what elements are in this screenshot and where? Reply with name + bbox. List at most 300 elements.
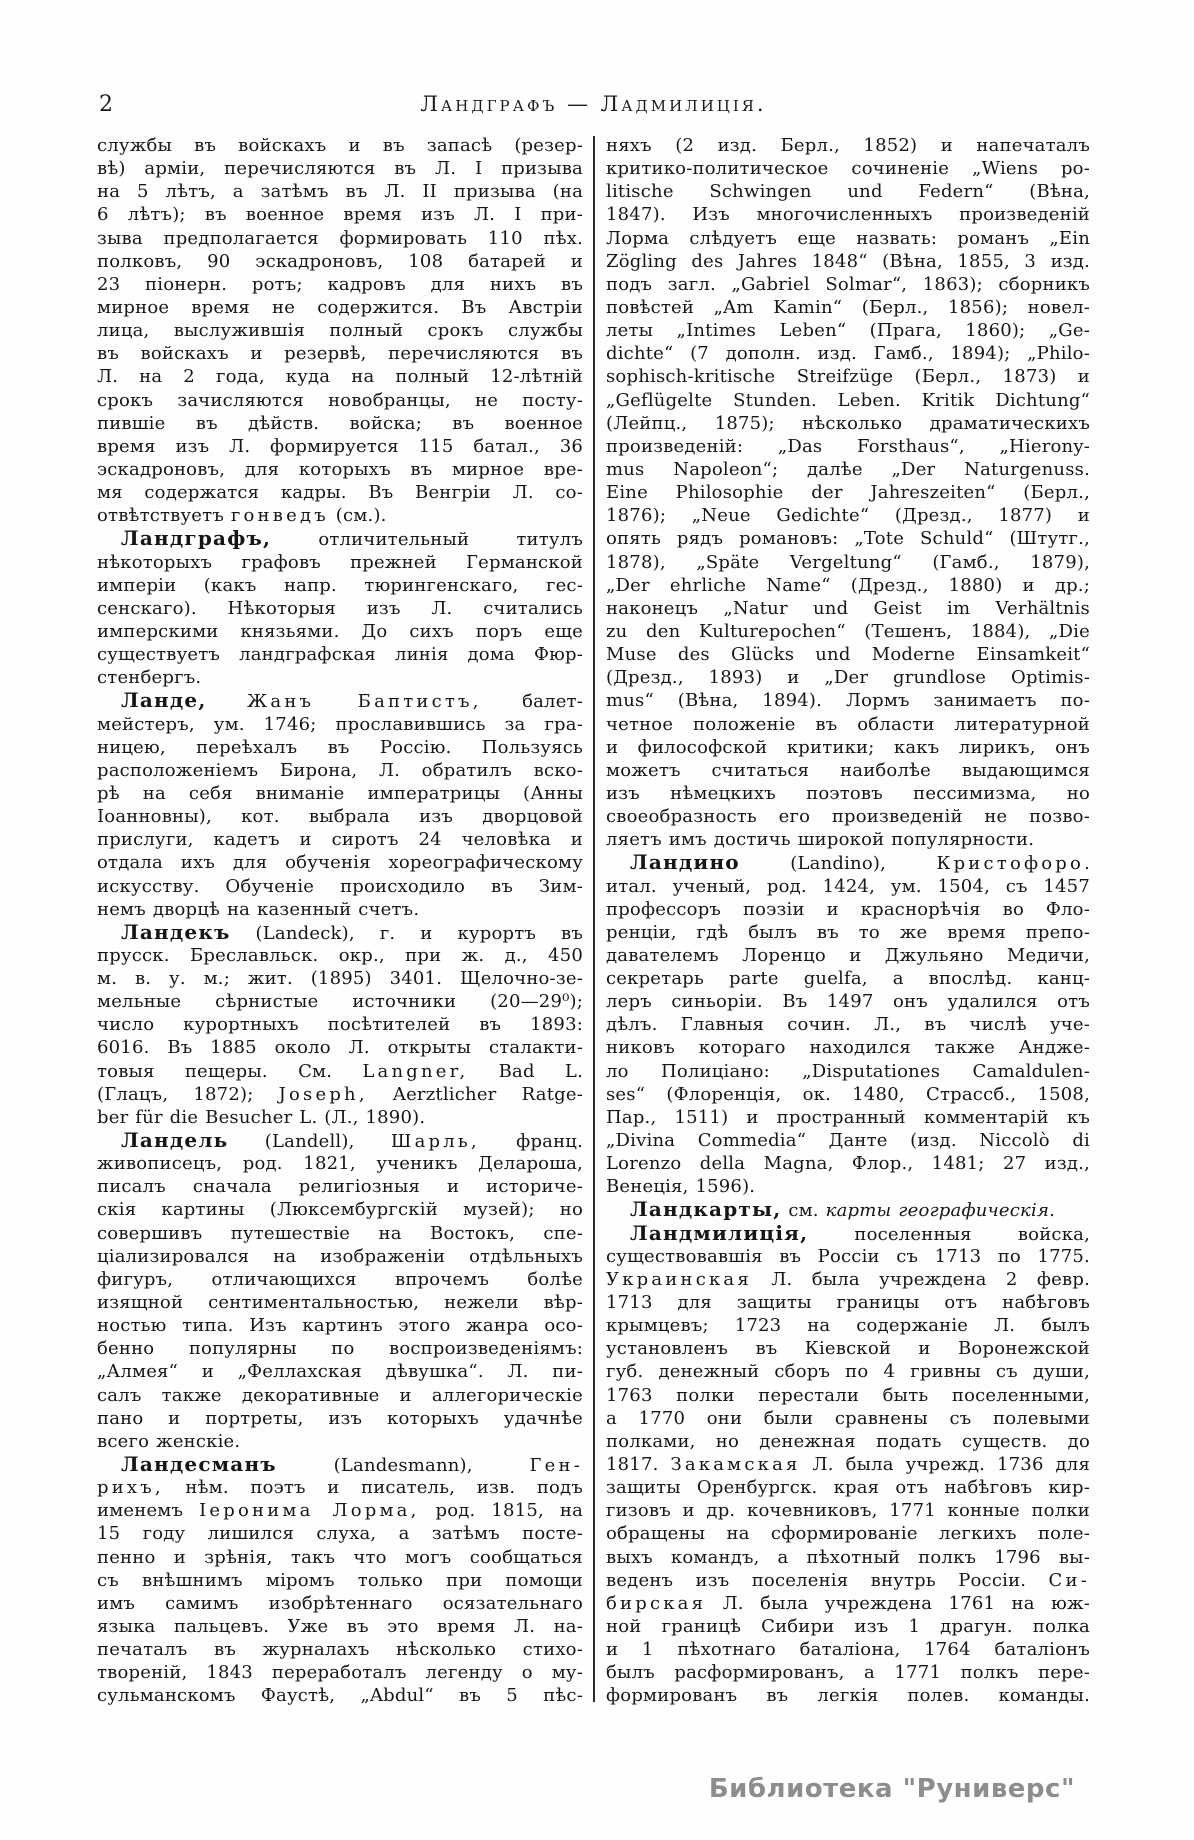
- body-text: Bad L.: [468, 1060, 583, 1082]
- text-line: [606, 389, 1090, 412]
- text-line: [606, 1522, 1090, 1545]
- text-line: [606, 227, 1090, 250]
- text-line: [606, 1083, 1090, 1106]
- entry-headword: Ландекъ: [121, 920, 231, 944]
- body-text: ціализировался на изображеніи отдѣльныхъ: [97, 1245, 583, 1267]
- body-text: ной границѣ Сибири изъ 1 драгун. полка: [606, 1616, 1090, 1637]
- text-line: [606, 597, 1090, 620]
- body-text: ностью типа. Изъ картинъ этого жанра осо-: [97, 1315, 583, 1337]
- text-line: [97, 805, 583, 828]
- body-text: няхъ (2 изд. Берл., 1852) и напечаталъ: [606, 135, 1090, 156]
- body-text: леръ синьоріи. Въ 1497 онъ удалился отъ: [606, 991, 1090, 1013]
- body-text: mus Napoleon“; далѣе „Der Naturgenuss.: [606, 458, 1090, 480]
- emphasized-spaced-text: гонведъ: [230, 505, 329, 527]
- text-line: [97, 1083, 583, 1106]
- emphasized-spaced-text: бирская: [606, 1592, 707, 1614]
- text-line: [606, 620, 1090, 643]
- left-column: [97, 134, 583, 1708]
- body-text: 23 піонерн. ротъ; кадровъ для нихъ въ: [97, 273, 583, 295]
- body-text: мирное время не содержится. Въ Австріи: [97, 296, 583, 318]
- text-line: [606, 736, 1090, 759]
- body-text: балет-: [481, 691, 583, 713]
- body-text: нѣм. поэтъ и писатель, изв. подъ: [163, 1477, 583, 1499]
- body-text: четное положеніе въ области литературной: [606, 713, 1090, 735]
- body-text: писалъ сначала религіозныя и историче-: [97, 1176, 583, 1198]
- body-text: Л. на 2 года, куда на полный 12-лѣтній: [97, 366, 583, 388]
- body-text: sophisch-kritische Streifzüge (Берл., 1873) и: [606, 366, 1090, 388]
- text-line: [97, 1546, 583, 1569]
- body-text: ренціи, гдѣ былъ въ то же время препо-: [606, 921, 1090, 943]
- body-text: изящной сентиментальностью, нежели вѣр-: [97, 1292, 583, 1314]
- text-line: [97, 944, 583, 967]
- body-text: Л. была учреждена 2 февр.: [751, 1268, 1090, 1290]
- text-line: [606, 1036, 1090, 1059]
- text-line: [606, 435, 1090, 458]
- body-text: пано и портреты, изъ которыхъ удачнѣе: [97, 1407, 583, 1429]
- text-line: [606, 944, 1090, 967]
- text-line: [606, 1546, 1090, 1569]
- body-text: (см.).: [328, 505, 387, 527]
- body-text: полковъ, 90 эскадроновъ, 108 батарей и: [97, 250, 583, 272]
- body-text: леты „Intimes Leben“ (Прага, 1860); „Ge-: [606, 320, 1090, 342]
- body-text: эскадроновъ, для которыхъ въ мирное вре-: [97, 458, 583, 480]
- body-text: и философской критики; какъ лирикъ, онъ: [606, 736, 1090, 758]
- emphasized-spaced-text: Жанъ Баптистъ,: [247, 691, 482, 713]
- body-text: [207, 691, 247, 712]
- text-line: [97, 458, 583, 481]
- text-line: [606, 1222, 1090, 1245]
- text-line: [97, 1198, 583, 1221]
- body-text: критико-политическое сочиненіе „Wiens po-: [606, 158, 1090, 180]
- text-line: [606, 666, 1090, 689]
- text-line: [606, 527, 1090, 550]
- text-line: [606, 1384, 1090, 1407]
- body-text: „Der ehrliche Name“ (Дрезд., 1880) и др.;: [606, 574, 1090, 596]
- text-line: [97, 250, 583, 273]
- text-line: [606, 713, 1090, 736]
- text-line: [97, 967, 583, 990]
- body-text: формированъ въ легкія полев. команды.: [606, 1685, 1090, 1707]
- body-text: лица, выслужившія полный срокъ службы: [97, 320, 583, 342]
- body-text: Zögling des Jahres 1848“ (Вѣна, 1855, 3 изд.: [606, 250, 1090, 272]
- body-text: крымцевъ; 1723 на содержаніе Л. былъ: [606, 1315, 1090, 1337]
- body-text: именемъ: [97, 1500, 200, 1522]
- text-line: [606, 1407, 1090, 1430]
- emphasized-spaced-text: Langner,: [362, 1060, 469, 1082]
- text-line: [97, 1245, 583, 1268]
- body-text: Eine Philosophie der Jahreszeiten“ (Берл.,: [606, 482, 1090, 504]
- text-line: [606, 365, 1090, 388]
- text-line: [97, 1615, 583, 1638]
- column-divider-rule: [593, 136, 595, 1702]
- text-line: [606, 1615, 1090, 1638]
- text-line: [97, 1476, 583, 1499]
- text-line: [606, 180, 1090, 203]
- body-text: имъ самимъ изобрѣтеннаго осязательнаго: [97, 1592, 583, 1614]
- emphasized-spaced-text: Іеронима Лорма,: [199, 1500, 420, 1522]
- body-text: 6016. Въ 1885 около Л. открыты сталакти-: [97, 1037, 583, 1059]
- text-line: [97, 157, 583, 180]
- body-text: въ войскахъ и резервѣ, перечисляются въ: [97, 343, 583, 365]
- text-line: [97, 643, 583, 666]
- text-line: [606, 805, 1090, 828]
- body-text: мельные сѣрнистые источники (20—29⁰);: [97, 991, 583, 1013]
- body-text: печаталъ въ журналахъ нѣсколько стихо-: [97, 1639, 583, 1661]
- body-text: 1878), „Späte Vergeltung“ (Гамб., 1879),: [606, 551, 1090, 573]
- body-text: (Дрезд., 1893) и „Der grundlose Optimis-: [606, 667, 1090, 689]
- body-text: стенбергъ.: [97, 667, 202, 689]
- text-line: [97, 435, 583, 458]
- entry-headword: Ландмилиція,: [630, 1221, 809, 1245]
- body-text: число курортныхъ посѣтителей въ 1893:: [97, 1014, 583, 1036]
- body-text: отдала ихъ для обученія хореографическому: [97, 852, 583, 874]
- text-line: [606, 921, 1090, 944]
- text-line: [606, 1291, 1090, 1314]
- text-line: [97, 1036, 583, 1059]
- text-line: [97, 1129, 583, 1152]
- body-text: прусск. Бреславльск. окр., при ж. д., 450: [97, 944, 583, 966]
- body-text: имперіи (какъ напр. тюрингенскаго, гес-: [97, 574, 583, 596]
- entry-headword: Ландесманъ: [121, 1453, 277, 1477]
- text-line: [606, 967, 1090, 990]
- body-text: zu den Kulturepochen“ (Тешенъ, 1884), „Die: [606, 620, 1090, 642]
- body-text: „Алмея“ и „Феллахская дѣвушка“. Л. пи-: [97, 1361, 583, 1383]
- body-text: 6 лѣтъ); въ военное время изъ Л. I при-: [97, 204, 583, 226]
- text-line: [606, 1499, 1090, 1522]
- body-text: дѣлъ. Главныя сочин. Л., въ числѣ уче-: [606, 1014, 1090, 1036]
- text-line: [606, 689, 1090, 712]
- body-text: рѣ на себя вниманіе императрицы (Анны: [97, 782, 583, 804]
- body-text: своеобразность его произведеній не позво-: [606, 806, 1090, 828]
- text-line: [606, 1476, 1090, 1499]
- text-line: [97, 574, 583, 597]
- body-text: Л. была учрежд. 1736 для: [800, 1454, 1090, 1476]
- text-line: [97, 412, 583, 435]
- body-text: см.: [781, 1200, 826, 1222]
- body-text: ницею, переѣхалъ въ Россію. Пользуясь: [97, 736, 583, 758]
- text-line: [606, 1268, 1090, 1291]
- text-line: [606, 759, 1090, 782]
- text-line: [606, 1314, 1090, 1337]
- body-text: 1763 полки перестали быть поселенными,: [606, 1384, 1090, 1406]
- body-text: Aerztlicher Ratge-: [367, 1083, 583, 1105]
- body-text: пенно и зрѣнія, такъ что могъ сообщаться: [97, 1546, 583, 1568]
- text-line: [97, 736, 583, 759]
- text-line: [97, 620, 583, 643]
- body-text: секретарь parte guelfa, а впослѣд. канц-: [606, 968, 1090, 990]
- body-text: .: [1084, 853, 1090, 875]
- body-text: (Глацъ, 1872);: [97, 1083, 279, 1105]
- text-line: [97, 365, 583, 388]
- body-text: Пар., 1511) и пространный комментарій къ: [606, 1106, 1090, 1128]
- body-text: всего женскіе.: [97, 1430, 241, 1452]
- body-text: (Landesmann),: [276, 1455, 530, 1477]
- text-line: [97, 273, 583, 296]
- text-line: [97, 1013, 583, 1036]
- body-text: на 5 лѣтъ, а затѣмъ въ Л. II призыва (на: [97, 181, 583, 203]
- text-line: [97, 1314, 583, 1337]
- body-text: защиты Оренбургск. края отъ набѣговъ кир-: [606, 1477, 1090, 1499]
- text-line: [97, 1337, 583, 1360]
- text-line: [606, 990, 1090, 1013]
- body-text: обращены на сформированіе легкихъ поле-: [606, 1523, 1090, 1545]
- body-text: м. в. у. м.; жит. (1895) 3401. Щелочно-зе-: [97, 968, 583, 990]
- text-line: [97, 1453, 583, 1476]
- body-text: существовавшія въ Россіи съ 1713 по 1775.: [606, 1245, 1090, 1267]
- body-text: прислуги, кадетъ и сиротъ 24 человѣка и: [97, 829, 583, 851]
- body-text: 1817.: [606, 1454, 671, 1476]
- text-line: [97, 1569, 583, 1592]
- body-text: съ внѣшнимъ міромъ только при помощи: [97, 1569, 583, 1591]
- text-line: [606, 1013, 1090, 1036]
- body-text: скія картины (Люксембургскій музей); но: [97, 1199, 583, 1221]
- body-text: ло Полиціано: „Disputationes Camaldulen-: [606, 1060, 1090, 1082]
- text-line: [606, 250, 1090, 273]
- text-line: [97, 389, 583, 412]
- body-text: твореній, 1843 переработалъ легенду о му-: [97, 1662, 583, 1684]
- body-text: наконецъ „Natur und Geist im Verhältnis: [606, 597, 1090, 619]
- emphasized-spaced-text: Си-: [1048, 1569, 1090, 1591]
- body-text: подъ загл. „Gabriel Solmar“, 1863); сборникъ: [606, 273, 1090, 295]
- text-line: [97, 1499, 583, 1522]
- text-line: [606, 1592, 1090, 1615]
- text-line: [606, 1198, 1090, 1221]
- emphasized-spaced-text: Закамская: [670, 1454, 801, 1476]
- text-line: [97, 481, 583, 504]
- text-line: [97, 180, 583, 203]
- body-text: губ. денежный сборъ по 4 гривны съ души,: [606, 1361, 1090, 1383]
- emphasized-spaced-text: Ген-: [529, 1455, 583, 1477]
- text-line: [606, 1684, 1090, 1707]
- text-line: [97, 875, 583, 898]
- text-line: [97, 1384, 583, 1407]
- page-number: 2: [99, 92, 113, 117]
- body-text: mus“ (Вѣна, 1894). Лормъ занимаетъ по-: [606, 690, 1090, 712]
- body-text: Венеція, 1596).: [606, 1176, 756, 1198]
- body-text: 15 году лишился слуха, а затѣмъ посте-: [97, 1523, 583, 1545]
- entry-headword: Ландель: [121, 1129, 229, 1153]
- text-line: [606, 551, 1090, 574]
- text-line: [606, 643, 1090, 666]
- text-line: [97, 551, 583, 574]
- body-text: и 1 пѣхотнаго баталіона, 1764 баталіонъ: [606, 1639, 1090, 1661]
- body-text: давателемъ Лоренцо и Джульяно Медичи,: [606, 944, 1090, 966]
- body-text: можетъ считаться наиболѣе выдающимся: [606, 759, 1090, 781]
- body-text: повѣстей „Am Kamin“ (Берл., 1856); новел-: [606, 296, 1090, 318]
- text-line: [97, 898, 583, 921]
- body-text: (Landeck), г. и курортъ въ: [230, 922, 583, 944]
- text-line: [606, 1245, 1090, 1268]
- text-line: [97, 1152, 583, 1175]
- cross-reference-italic: карты географическія.: [825, 1200, 1056, 1222]
- text-line: [97, 597, 583, 620]
- text-line: [97, 990, 583, 1013]
- body-text: ses“ (Флоренція, ок. 1480, Страссб., 1508,: [606, 1083, 1090, 1105]
- entry-headword: Ландино: [630, 851, 740, 875]
- body-text: вѣ) арміи, перечисляются въ Л. I призыва: [97, 158, 583, 180]
- body-text: Muse des Glücks und Moderne Einsamkeit“: [606, 644, 1090, 666]
- body-text: 1847). Изъ многочисленныхъ произведеній: [606, 204, 1090, 226]
- text-line: [606, 1337, 1090, 1360]
- body-text: ляетъ имъ достичь широкой популярности.: [606, 829, 1035, 851]
- text-line: [97, 1522, 583, 1545]
- text-line: [97, 134, 583, 157]
- text-line: [606, 1638, 1090, 1661]
- text-line: [97, 713, 583, 736]
- text-line: [606, 898, 1090, 921]
- body-text: искусству. Обученіе происходило въ Зим-: [97, 875, 583, 897]
- text-line: [606, 458, 1090, 481]
- body-text: Лорма слѣдуетъ еще назвать: романъ „Ein: [606, 227, 1090, 249]
- body-text: франц.: [479, 1131, 583, 1153]
- text-line: [606, 273, 1090, 296]
- text-line: [606, 134, 1090, 157]
- text-line: [97, 1638, 583, 1661]
- body-text: сульманскомъ Фаустѣ, „Abdul“ въ 5 пѣс-: [97, 1685, 583, 1707]
- text-line: [97, 759, 583, 782]
- emphasized-spaced-text: Шарль,: [390, 1131, 480, 1153]
- text-line: [606, 875, 1090, 898]
- body-text: время изъ Л. формируется 115 батал., 36: [97, 435, 583, 457]
- text-line: [97, 1592, 583, 1615]
- body-text: никовъ котораго находился также Андже-: [606, 1037, 1090, 1059]
- text-line: [606, 1152, 1090, 1175]
- body-text: установленъ въ Кіевской и Воронежской: [606, 1338, 1090, 1360]
- text-line: [606, 1106, 1090, 1129]
- text-line: [606, 342, 1090, 365]
- text-line: [97, 921, 583, 944]
- text-line: [97, 527, 583, 550]
- text-line: [97, 782, 583, 805]
- body-text: „Geflügelte Stunden. Leben. Kritik Dichtung“: [606, 389, 1090, 411]
- body-text: мя содержатся кадры. Въ Венгріи Л. со-: [97, 482, 583, 504]
- entry-headword: Ланде,: [121, 689, 207, 713]
- text-line: [97, 203, 583, 226]
- emphasized-spaced-text: Кристофоро: [936, 853, 1085, 875]
- entry-headword: Ландкарты,: [630, 1198, 782, 1222]
- text-line: [97, 828, 583, 851]
- text-line: [97, 504, 583, 527]
- text-line: [97, 227, 583, 250]
- text-line: [97, 296, 583, 319]
- text-line: [97, 319, 583, 342]
- body-text: службы въ войскахъ и въ запасѣ (резер-: [97, 135, 583, 156]
- text-line: [606, 1430, 1090, 1453]
- body-text: гизовъ и др. кочевниковъ, 1771 конные полки: [606, 1500, 1090, 1522]
- body-text: „Divina Commedia“ Данте (изд. Niccolò di: [606, 1130, 1090, 1152]
- text-line: [97, 689, 583, 712]
- text-line: [97, 1407, 583, 1430]
- body-text: языка пальцевъ. Уже въ это время Л. на-: [97, 1616, 583, 1637]
- body-text: полками, но денежная подать существ. до: [606, 1430, 1090, 1452]
- text-line: [606, 481, 1090, 504]
- body-text: (Лейпц., 1875); нѣсколько драматическихъ: [606, 412, 1090, 434]
- text-line: [606, 574, 1090, 597]
- body-text: сенскаго). Нѣкоторыя изъ Л. считались: [97, 597, 583, 619]
- text-line: [606, 504, 1090, 527]
- body-text: существуетъ ландграфская линія дома Фюр-: [97, 644, 583, 666]
- text-line: [97, 342, 583, 365]
- body-text: поселенныя войска,: [808, 1223, 1090, 1245]
- body-text: Іоанновны), кот. выбрала изъ дворцовой: [97, 806, 583, 828]
- text-line: [606, 1175, 1090, 1198]
- body-text: опять рядъ романовъ: „Tote Schuld“ (Штутг.,: [606, 528, 1090, 550]
- emphasized-spaced-text: Joseph,: [278, 1083, 368, 1105]
- body-text: срокъ зачисляются новобранцы, не посту-: [97, 389, 583, 411]
- body-text: выхъ командъ, а пѣхотный полкъ 1796 вы-: [606, 1546, 1090, 1568]
- body-text: 1876); „Neue Gedichte“ (Дрезд., 1877) и: [606, 505, 1090, 527]
- right-column: [606, 134, 1090, 1708]
- body-text: мейстеръ, ум. 1746; прославившись за гра-: [97, 713, 583, 735]
- text-line: [606, 203, 1090, 226]
- text-line: [606, 828, 1090, 851]
- body-text: профессоръ поэзіи и краснорѣчія во Фло-: [606, 898, 1090, 920]
- text-line: [97, 1291, 583, 1314]
- body-text: немъ дворцѣ на казенный счетъ.: [97, 898, 420, 920]
- body-text: зыва предполагается формировать 110 пѣх.: [97, 227, 583, 249]
- text-line: [97, 1175, 583, 1198]
- text-line: [606, 296, 1090, 319]
- text-line: [97, 1106, 583, 1129]
- text-line: [606, 1569, 1090, 1592]
- body-text: Л. была учреждена 1761 на юж-: [706, 1592, 1090, 1614]
- text-line: [606, 1360, 1090, 1383]
- entry-headword: Ландграфъ,: [121, 527, 272, 551]
- body-text: ber für die Besucher L. (Л., 1890).: [97, 1106, 426, 1128]
- body-text: пившіе въ дѣйств. войска; въ военное: [97, 412, 583, 434]
- body-text: совершивъ путешествіе на Востокъ, спе-: [97, 1222, 583, 1244]
- emphasized-spaced-text: Украинская: [606, 1268, 752, 1290]
- body-text: род. 1815, на: [419, 1500, 583, 1522]
- body-text: Lorenzo della Magna, Флор., 1481; 27 изд.,: [606, 1153, 1090, 1175]
- body-text: былъ расформированъ, а 1771 полкъ пере-: [606, 1662, 1090, 1684]
- body-text: а 1770 они были сравнены съ полевыми: [606, 1407, 1090, 1429]
- library-watermark: Библиотека "Руниверс": [708, 1774, 1075, 1804]
- emphasized-spaced-text: рихъ,: [97, 1477, 164, 1499]
- text-line: [606, 1453, 1090, 1476]
- text-line: [606, 1060, 1090, 1083]
- running-header: Ландграфъ — Ладмилиція.: [420, 92, 767, 116]
- body-text: произведеній: „Das Forsthaus“, „Hierony-: [606, 435, 1090, 457]
- body-text: 1713 для защиты границы отъ набѣговъ: [606, 1292, 1090, 1314]
- text-line: [97, 1222, 583, 1245]
- text-line: [97, 666, 583, 689]
- body-text: товыя пещеры. См.: [97, 1060, 363, 1082]
- text-line: [97, 851, 583, 874]
- body-text: litische Schwingen und Federn“ (Вѣна,: [606, 181, 1090, 203]
- body-text: расположеніемъ Бирона, Л. обратилъ вско-: [97, 759, 583, 781]
- body-text: салъ также декоративные и аллегорическіе: [97, 1384, 583, 1406]
- body-text: нѣкоторыхъ графовъ прежней Германской: [97, 551, 583, 573]
- body-text: фигуръ, отличающихся впрочемъ болѣе: [97, 1268, 583, 1290]
- text-line: [97, 1060, 583, 1083]
- text-line: [606, 782, 1090, 805]
- body-text: (Landell),: [228, 1131, 391, 1153]
- body-text: изъ нѣмецкихъ поэтовъ пессимизма, но: [606, 782, 1090, 804]
- text-line: [606, 319, 1090, 342]
- body-text: отличительный титулъ: [271, 529, 583, 551]
- text-line: [97, 1430, 583, 1453]
- text-line: [606, 412, 1090, 435]
- body-text: dichte“ (7 дополн. изд. Гамб., 1894); „Philo-: [606, 343, 1090, 365]
- text-line: [97, 1268, 583, 1291]
- body-text: итал. ученый, род. 1424, ум. 1504, съ 1457: [606, 875, 1090, 897]
- body-text: (Landino),: [739, 853, 937, 875]
- body-text: живописецъ, род. 1821, ученикъ Делароша,: [97, 1153, 583, 1175]
- text-line: [97, 1684, 583, 1707]
- text-line: [606, 1129, 1090, 1152]
- body-text: веденъ изъ поселенія внутрь Россіи.: [606, 1569, 1049, 1591]
